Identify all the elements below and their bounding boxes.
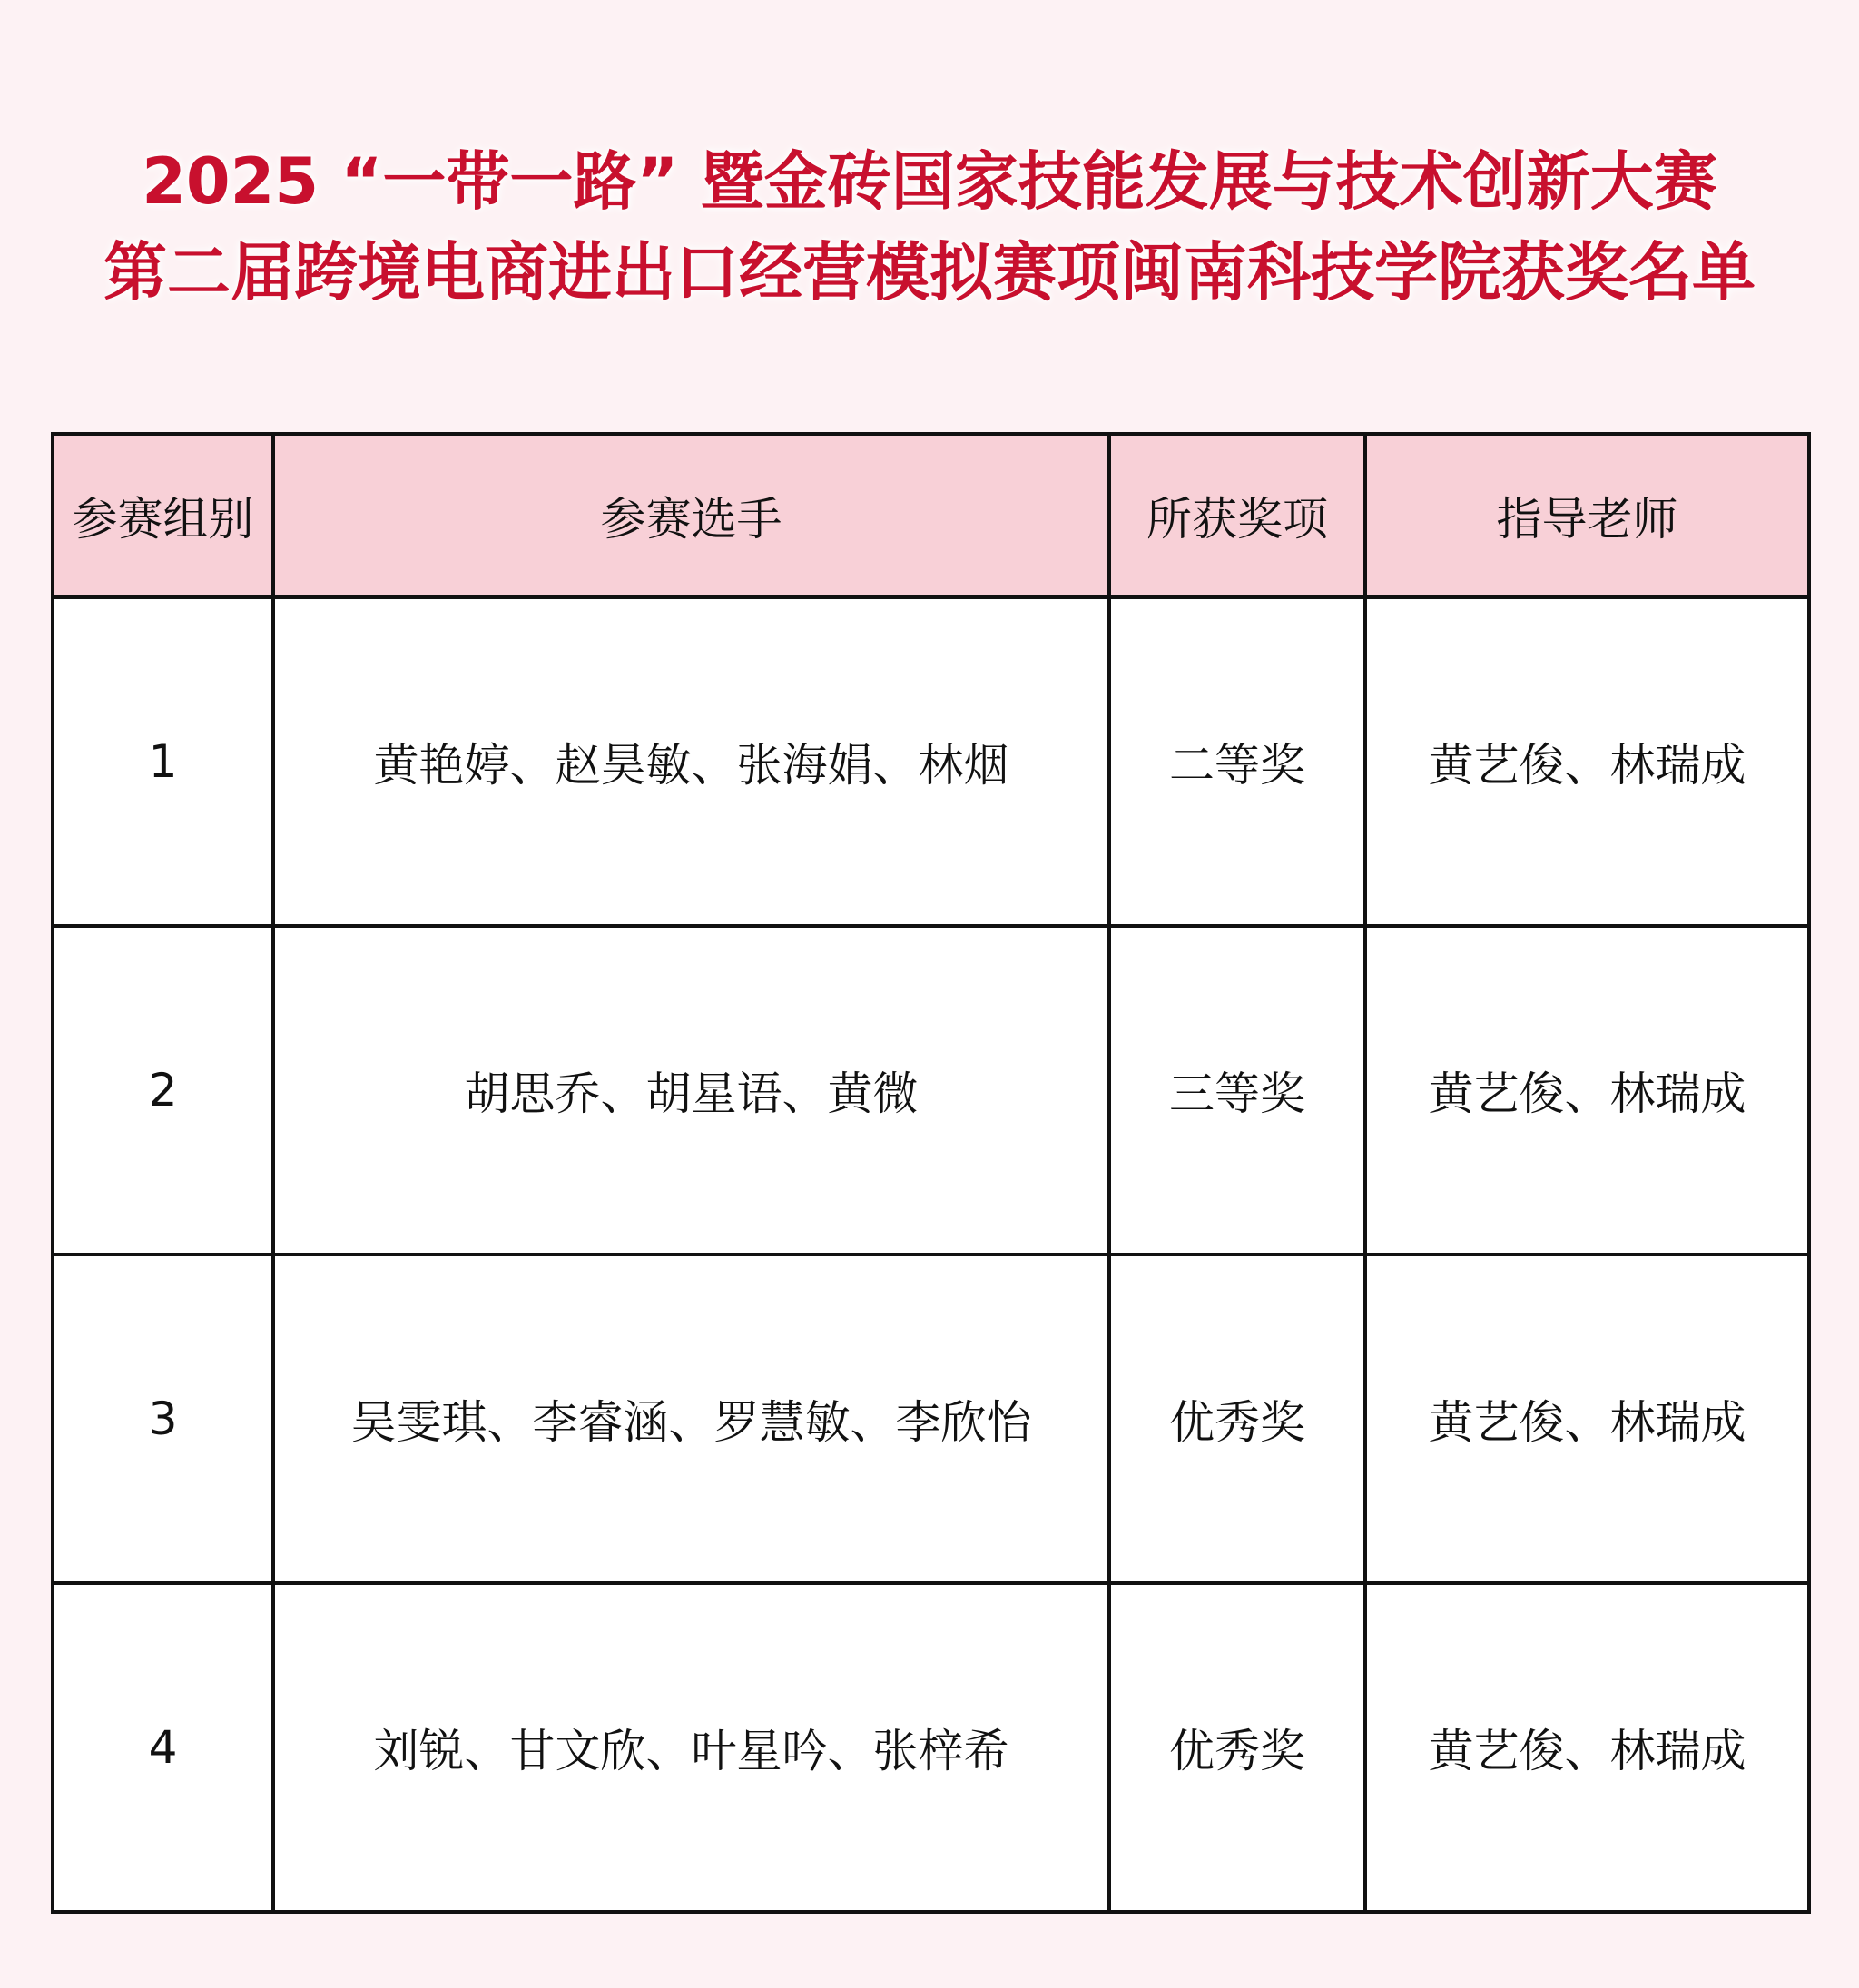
table-row [53,1583,1809,1912]
cell-group: 2 [53,926,273,1255]
table-row [53,1255,1809,1583]
header-award: 所获奖项 [1109,434,1365,597]
title-line-1: 2025 “一带一路” 暨金砖国家技能发展与技术创新大赛 [142,144,1717,219]
award-table [51,432,1811,1914]
header-row [53,434,1809,597]
cell-teachers: 黄艺俊、林瑞成 [1365,1583,1809,1912]
cell-award: 三等奖 [1109,926,1365,1255]
cell-players: 刘锐、甘文欣、叶星吟、张梓希 [273,1583,1109,1912]
header-players: 参赛选手 [273,434,1109,597]
header-teachers: 指导老师 [1365,434,1809,597]
table-header [53,434,1809,597]
cell-award: 优秀奖 [1109,1583,1365,1912]
table-row [53,926,1809,1255]
cell-award: 优秀奖 [1109,1255,1365,1583]
title-line-2: 第二届跨境电商进出口经营模拟赛项闽南科技学院获奖名单 [103,235,1756,310]
cell-players: 胡思乔、胡星语、黄微 [273,926,1109,1255]
cell-award: 二等奖 [1109,597,1365,926]
cell-group: 3 [53,1255,273,1583]
cell-players: 黄艳婷、赵昊敏、张海娟、林烟 [273,597,1109,926]
header-group: 参赛组别 [53,434,273,597]
cell-teachers: 黄艺俊、林瑞成 [1365,597,1809,926]
cell-group: 4 [53,1583,273,1912]
table-body [53,597,1809,1912]
cell-teachers: 黄艺俊、林瑞成 [1365,926,1809,1255]
cell-players: 吴雯琪、李睿涵、罗慧敏、李欣怡 [273,1255,1109,1583]
table-row [53,597,1809,926]
cell-group: 1 [53,597,273,926]
cell-teachers: 黄艺俊、林瑞成 [1365,1255,1809,1583]
page-title [0,136,1859,318]
